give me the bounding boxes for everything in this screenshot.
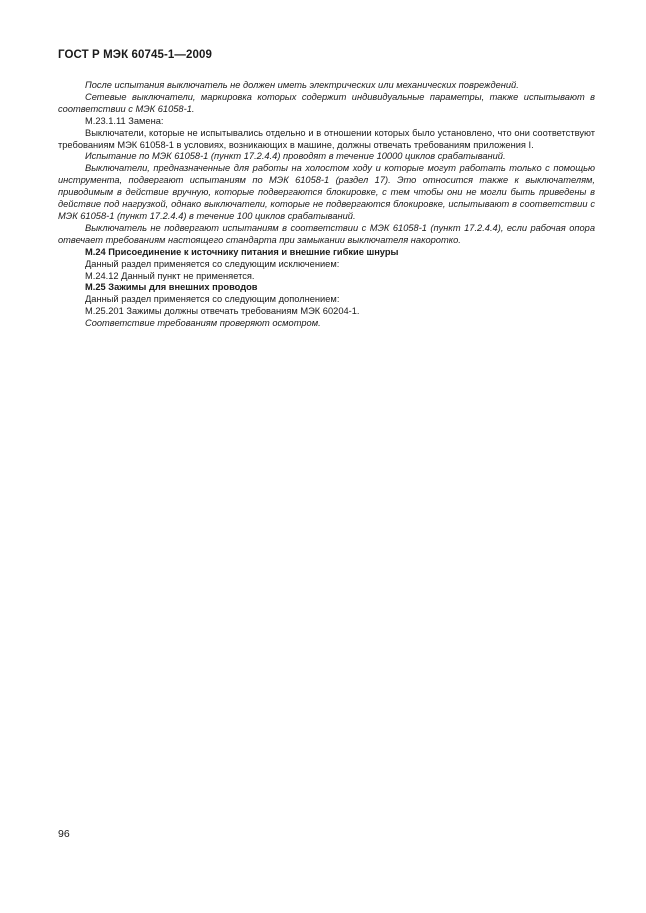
paragraph-4: Выключатели, которые не испытывались отдельно и в отношении которых было установлено, что они соответствуют требованиям МЭК 61058-1 в условиях, возникающих в машине, должны отвечать требованиям приложения I. [58, 127, 595, 150]
paragraph-14: Соответствие требованиям проверяют осмотром. [85, 318, 321, 329]
paragraph-3: М.23.1.11 Замена: [85, 115, 164, 126]
paragraph-6: Выключатели, предназначенные для работы на холостом ходу и которые могут работать только с помощью инструмента, подвергают испытаниям по МЭК 61058-1 (раздел 17). Это относится также к выключателям, приводимым в действие вручную, которые подвергаются блокировке, с тем чтобы они не могли быть приведены в действие под нагрузкой, однако выключатели, которые не подвергаются блокировке, испытывают в соответствии с МЭК 61058-1 (пункт 17.2.4.4) в течение 100 циклов срабатываний. [58, 163, 595, 221]
paragraph-12: Данный раздел применяется со следующим дополнением: [85, 294, 340, 305]
paragraph-9: Данный раздел применяется со следующим исключением: [85, 258, 340, 269]
paragraph-10: М.24.12 Данный пункт не применяется. [85, 270, 255, 281]
paragraph-1: После испытания выключатель не должен иметь электрических или механических повреждений. [85, 80, 519, 90]
paragraph-7: Выключатель не подвергают испытаниям в соответствии с МЭК 61058-1 (пункт 17.2.4.4), если рабочая опора отвечает требованиям настоящего стандарта при замыкании выключателя накоротко. [58, 222, 595, 245]
body-text [58, 80, 595, 330]
paragraph-5: Испытание по МЭК 61058-1 (пункт 17.2.4.4) проводят в течение 10000 циклов срабатываний. [85, 151, 506, 162]
section-heading-m24: М.24 Присоединение к источнику питания и внешние гибкие шнуры [85, 246, 399, 257]
standard-title: ГОСТ Р МЭК 60745-1—2009 [58, 49, 212, 61]
section-heading-m25: М.25 Зажимы для внешних проводов [85, 282, 258, 293]
page-number: 96 [58, 828, 70, 840]
paragraph-2: Сетевые выключатели, маркировка которых содержит индивидуальные параметры, также испытывают в соответствии с МЭК 61058-1. [58, 91, 595, 114]
paragraph-13: М.25.201 Зажимы должны отвечать требованиям МЭК 60204-1. [85, 306, 360, 317]
